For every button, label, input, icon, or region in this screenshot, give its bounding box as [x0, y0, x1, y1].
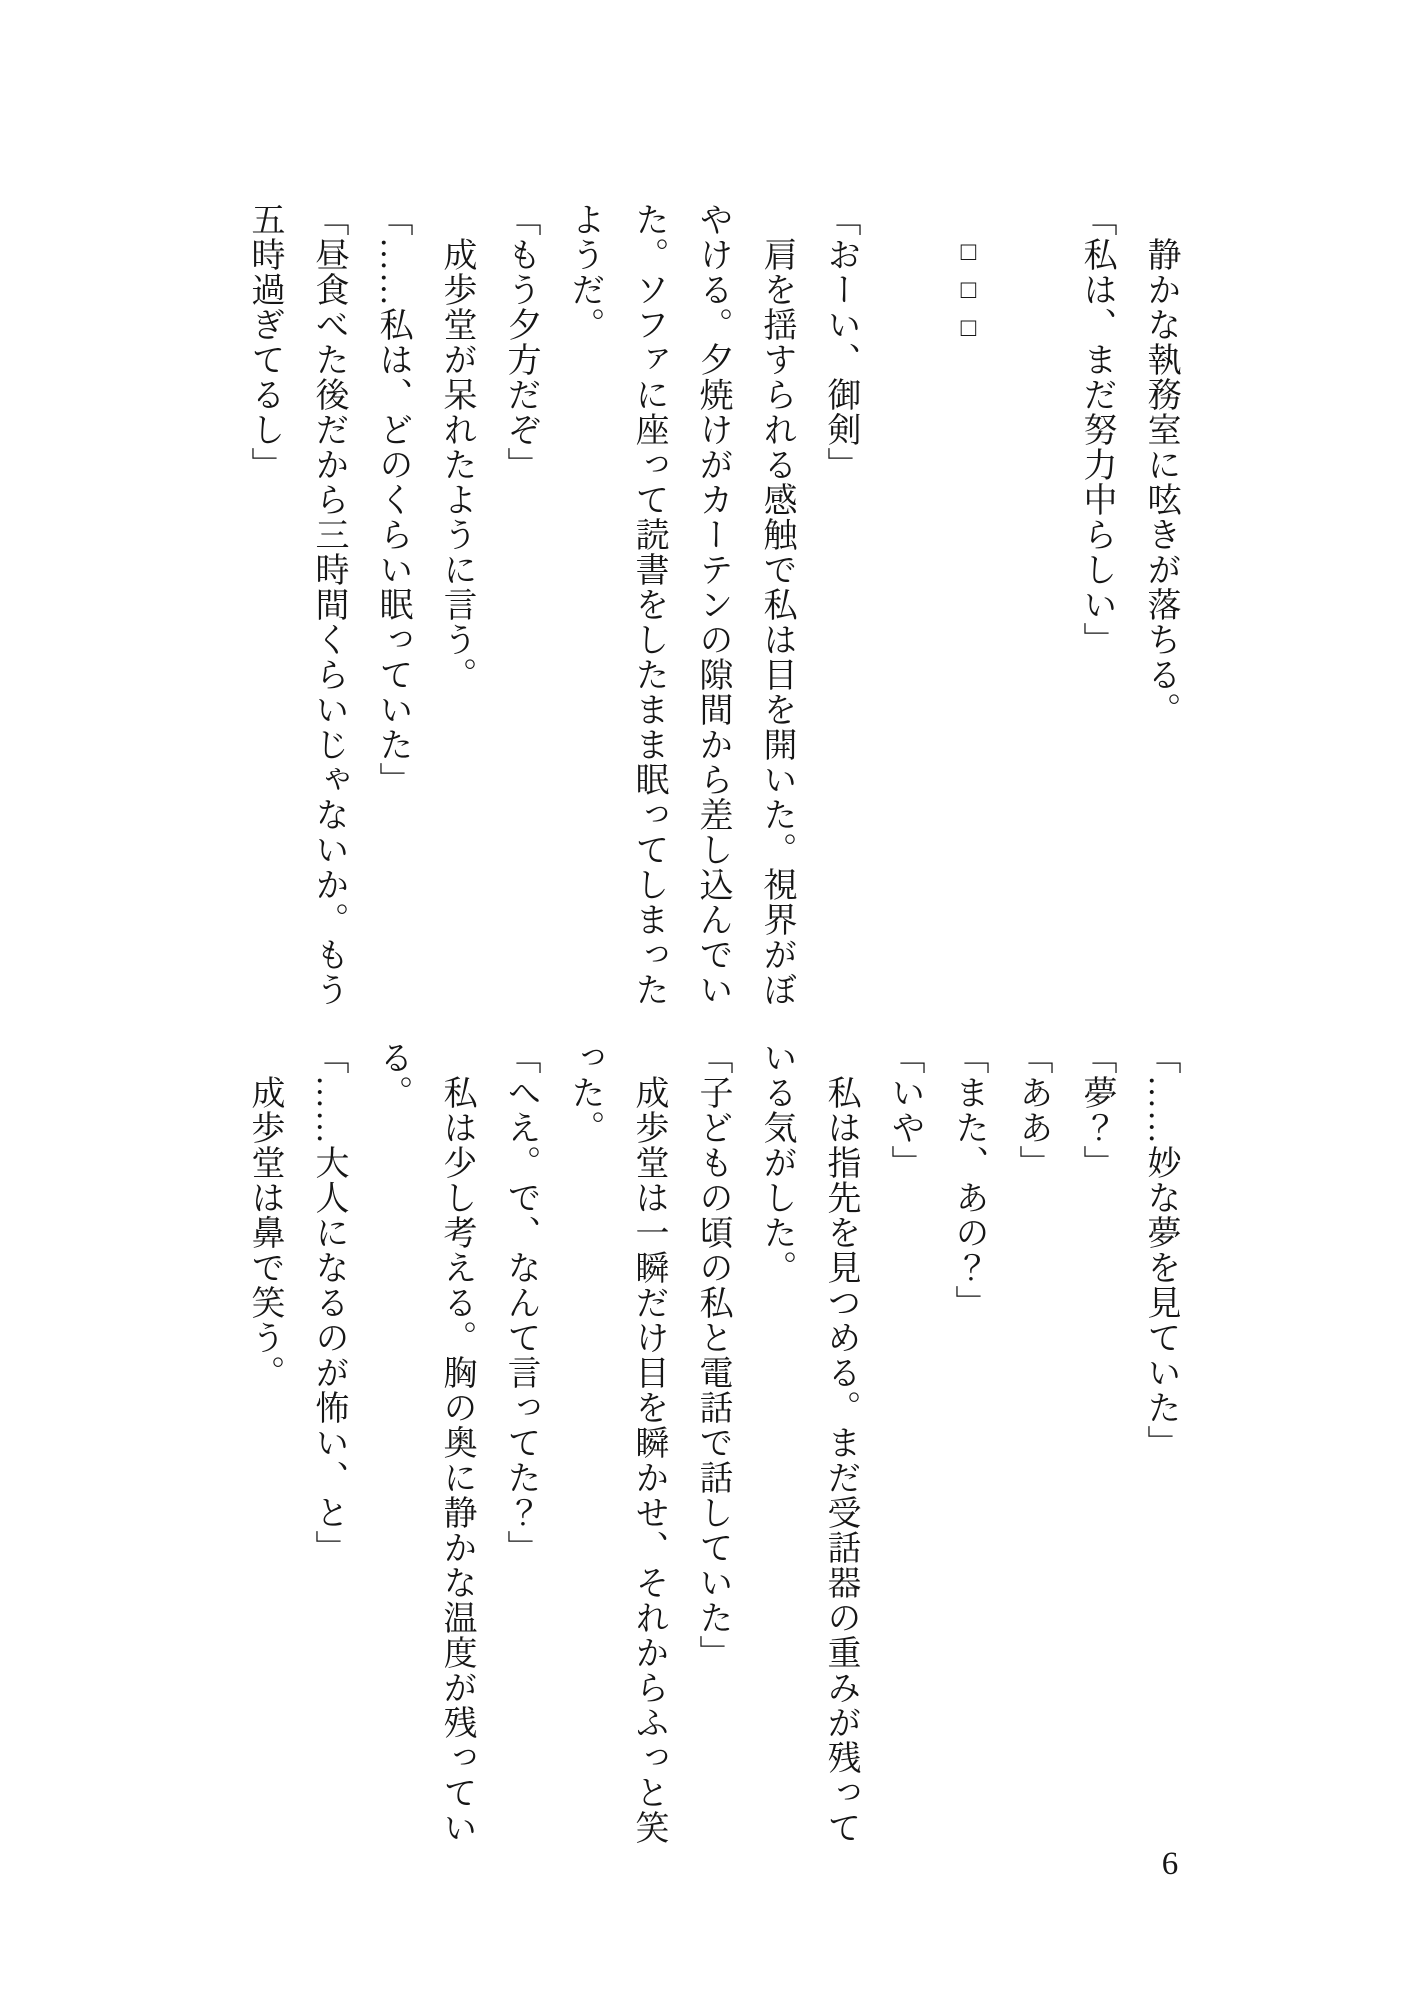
text-line: 成歩堂は一瞬だけ目を瞬かせ、それからふっと笑	[630, 1040, 667, 1845]
text-line: 「……妙な夢を見ていた」	[1142, 1040, 1179, 1460]
text-line: 「私は、まだ努力中らしい」	[1078, 202, 1115, 657]
text-line: 「夢？」	[1078, 1040, 1115, 1180]
text-line: 私は少し考える。胸の奥に静かな温度が残ってい	[438, 1040, 475, 1845]
text-line: った。	[566, 1040, 603, 1145]
text-line: □□□	[954, 202, 983, 351]
text-line: 「……大人になるのが怖い、と」	[310, 1040, 347, 1565]
text-line	[872, 202, 936, 1014]
text-block-bottom	[232, 1040, 1192, 1852]
text-line: いる気がした。	[758, 1040, 795, 1285]
text-line: 「おーい、御剣」	[822, 202, 859, 482]
text-line: 私は指先を見つめる。まだ受話器の重みが残って	[822, 1040, 859, 1845]
text-line: る。	[374, 1040, 411, 1110]
text-line: ようだ。	[566, 202, 603, 342]
text-line: た。ソファに座って読書をしたまま眠ってしまった	[630, 202, 667, 1007]
text-line: 「……私は、どのくらい眠っていた」	[374, 202, 411, 797]
text-block-top	[232, 202, 1192, 1014]
text-line: 静かな執務室に呟きが落ちる。	[1142, 202, 1179, 727]
page-number: 6	[1161, 1846, 1179, 1882]
text-line: 「へえ。で、なんて言ってた？」	[502, 1040, 539, 1565]
text-line: 「もう夕方だぞ」	[502, 202, 539, 482]
text-line: 成歩堂が呆れたように言う。	[438, 202, 475, 692]
text-line: やける。夕焼けがカーテンの隙間から差し込んでい	[694, 202, 731, 1007]
text-line: 「ああ」	[1014, 1040, 1051, 1180]
text-line: 肩を揺すられる感触で私は目を開いた。視界がぼ	[758, 202, 795, 1007]
text-line: 「昼食べた後だから三時間くらいじゃないか。もう	[310, 202, 347, 1007]
text-line	[1000, 202, 1064, 1014]
text-line: 成歩堂は鼻で笑う。	[246, 1040, 283, 1390]
text-line: 「子どもの頃の私と電話で話していた」	[694, 1040, 731, 1670]
text-line: 「また、あの？」	[950, 1040, 987, 1320]
text-line: 「いや」	[886, 1040, 923, 1180]
text-line: 五時過ぎてるし」	[246, 202, 283, 482]
